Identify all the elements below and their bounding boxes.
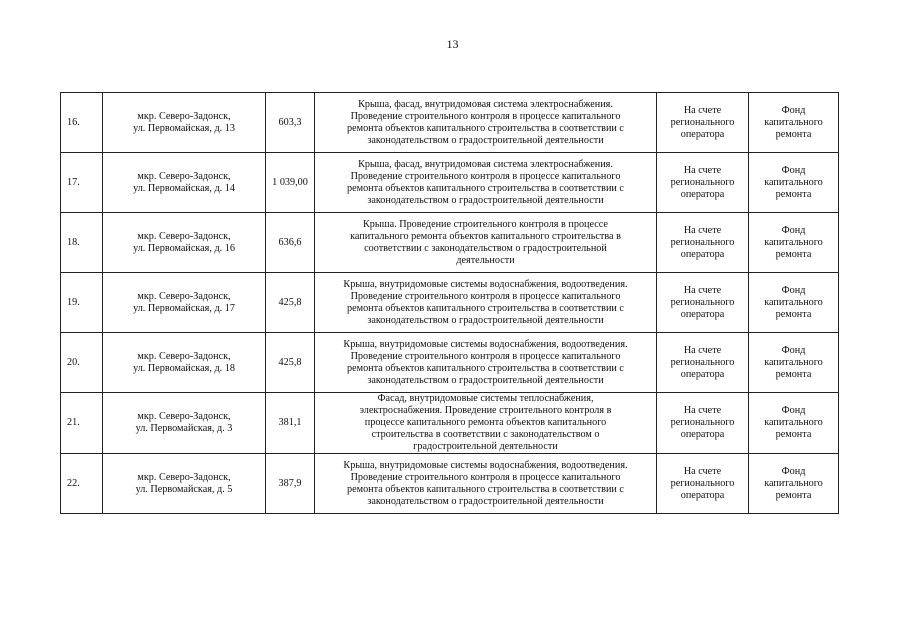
funding-source-line: ремонта — [775, 188, 812, 200]
funding-method-line: На счете — [683, 465, 722, 477]
address-line: мкр. Северо-Задонск, — [137, 290, 231, 302]
works-line: законодательством о градостроительной деятельности — [367, 495, 604, 507]
funding-source-line: ремонта — [775, 429, 812, 440]
address-cell — [103, 333, 266, 393]
funding-source-line: капитального — [764, 236, 823, 248]
address-cell — [103, 153, 266, 213]
works-line: процессе капитального ремонта объектов капитального — [364, 417, 607, 428]
row-number-cell: 16. — [61, 93, 103, 153]
works-line: законодательством о градостроительной деятельности — [367, 134, 604, 146]
funding-source-line: ремонта — [775, 368, 812, 380]
funding-method-line: регионального — [670, 356, 735, 368]
address-line: ул. Первомайская, д. 5 — [135, 483, 233, 495]
table-row — [61, 454, 839, 514]
funding-method-cell — [657, 393, 749, 454]
table-row — [61, 153, 839, 213]
address-line: ул. Первомайская, д. 18 — [133, 362, 235, 374]
address-line: мкр. Северо-Задонск, — [137, 170, 231, 182]
works-line: законодательством о градостроительной деятельности — [367, 194, 604, 206]
address-line: ул. Первомайская, д. 14 — [133, 182, 235, 194]
table-row — [61, 393, 839, 454]
funding-method-line: регионального — [670, 236, 735, 248]
works-line: деятельности — [456, 254, 515, 266]
funding-source-line: Фонд — [781, 344, 806, 356]
address-line: ул. Первомайская, д. 17 — [133, 302, 235, 314]
funding-method-cell — [657, 273, 749, 333]
funding-source-line: капитального — [764, 356, 823, 368]
works-description-cell — [315, 93, 657, 153]
funding-source-cell — [749, 153, 839, 213]
funding-source-line: капитального — [764, 296, 823, 308]
row-number-cell: 21. — [61, 393, 103, 454]
funding-source-line: Фонд — [781, 164, 806, 176]
funding-source-line: ремонта — [775, 489, 812, 501]
works-line: ремонта объектов капитального строительства в соответствии с — [347, 483, 624, 495]
address-line: мкр. Северо-Задонск, — [137, 471, 231, 483]
works-line: Крыша, фасад, внутридомовая система электроснабжения. — [358, 98, 613, 110]
funding-source-line: Фонд — [781, 405, 806, 416]
works-line: законодательством о градостроительной деятельности — [367, 314, 604, 326]
row-number-cell: 17. — [61, 153, 103, 213]
funding-method-line: регионального — [670, 116, 735, 128]
works-line: Крыша. Проведение строительного контроля в процессе — [363, 218, 608, 230]
row-number-cell: 19. — [61, 273, 103, 333]
repair-program-table — [60, 92, 839, 514]
funding-method-line: регионального — [670, 477, 735, 489]
funding-method-line: На счете — [683, 344, 722, 356]
table-row — [61, 273, 839, 333]
works-description-cell — [315, 213, 657, 273]
works-line: Проведение строительного контроля в процессе капитального — [350, 350, 621, 362]
works-line: ремонта объектов капитального строительства в соответствии с — [347, 122, 624, 134]
funding-method-cell — [657, 153, 749, 213]
address-line: мкр. Северо-Задонск, — [137, 230, 231, 242]
works-line: законодательством о градостроительной деятельности — [367, 374, 604, 386]
funding-method-line: оператора — [680, 429, 725, 440]
row-number-cell: 18. — [61, 213, 103, 273]
address-cell — [103, 213, 266, 273]
page-number: 13 — [446, 37, 459, 51]
funding-method-line: регионального — [670, 417, 735, 428]
address-line: ул. Первомайская, д. 16 — [133, 242, 235, 254]
funding-source-cell — [749, 454, 839, 514]
funding-method-line: На счете — [683, 405, 722, 416]
funding-source-line: ремонта — [775, 248, 812, 260]
address-line: ул. Первомайская, д. 3 — [135, 423, 233, 434]
address-line: мкр. Северо-Задонск, — [137, 411, 231, 422]
works-line: Крыша, фасад, внутридомовая система электроснабжения. — [358, 158, 613, 170]
address-cell — [103, 393, 266, 454]
table-row — [61, 213, 839, 273]
works-line: Проведение строительного контроля в процессе капитального — [350, 110, 621, 122]
area-cell: 381,1 — [266, 393, 315, 454]
works-description-cell — [315, 454, 657, 514]
funding-source-cell — [749, 273, 839, 333]
table-row — [61, 93, 839, 153]
works-description-cell — [315, 333, 657, 393]
works-line: Проведение строительного контроля в процессе капитального — [350, 290, 621, 302]
funding-method-line: регионального — [670, 176, 735, 188]
funding-method-cell — [657, 454, 749, 514]
works-description-cell — [315, 393, 657, 454]
works-description-cell — [315, 153, 657, 213]
works-line: электроснабжения. Проведение строительного контроля в — [359, 405, 612, 416]
works-line: градостроительной деятельности — [413, 441, 558, 452]
works-line: ремонта объектов капитального строительства в соответствии с — [347, 362, 624, 374]
works-line: Проведение строительного контроля в процессе капитального — [350, 170, 621, 182]
area-cell: 425,8 — [266, 333, 315, 393]
funding-method-line: оператора — [680, 489, 725, 501]
funding-source-line: Фонд — [781, 284, 806, 296]
funding-method-line: оператора — [680, 248, 725, 260]
funding-source-line: Фонд — [781, 104, 806, 116]
funding-source-line: капитального — [764, 417, 823, 428]
funding-source-cell — [749, 393, 839, 454]
funding-method-line: регионального — [670, 296, 735, 308]
funding-source-line: капитального — [764, 176, 823, 188]
funding-source-line: капитального — [764, 116, 823, 128]
works-line: Крыша, внутридомовые системы водоснабжения, водоотведения. — [343, 338, 628, 350]
funding-method-line: оператора — [680, 308, 725, 320]
works-line: Крыша, внутридомовые системы водоснабжения, водоотведения. — [343, 459, 628, 471]
works-line: Фасад, внутридомовые системы теплоснабжения, — [377, 393, 594, 404]
address-line: мкр. Северо-Задонск, — [137, 110, 231, 122]
works-description-cell — [315, 273, 657, 333]
funding-method-cell — [657, 333, 749, 393]
works-line: Крыша, внутридомовые системы водоснабжения, водоотведения. — [343, 278, 628, 290]
funding-method-line: На счете — [683, 284, 722, 296]
funding-source-cell — [749, 333, 839, 393]
row-number-cell: 22. — [61, 454, 103, 514]
funding-source-line: ремонта — [775, 128, 812, 140]
area-cell: 636,6 — [266, 213, 315, 273]
funding-source-line: Фонд — [781, 465, 806, 477]
works-line: строительства в соответствии с законодательством о — [371, 429, 600, 440]
works-line: ремонта объектов капитального строительства в соответствии с — [347, 302, 624, 314]
funding-source-line: ремонта — [775, 308, 812, 320]
area-cell: 603,3 — [266, 93, 315, 153]
area-cell: 425,8 — [266, 273, 315, 333]
table-row — [61, 333, 839, 393]
address-cell — [103, 273, 266, 333]
row-number-cell: 20. — [61, 333, 103, 393]
funding-method-line: оператора — [680, 188, 725, 200]
table-body — [61, 93, 839, 514]
funding-source-cell — [749, 93, 839, 153]
works-line: Проведение строительного контроля в процессе капитального — [350, 471, 621, 483]
funding-method-line: На счете — [683, 224, 722, 236]
works-line: соответствии с законодательством о градостроительной — [364, 242, 607, 254]
funding-method-line: На счете — [683, 104, 722, 116]
funding-method-line: оператора — [680, 128, 725, 140]
funding-source-cell — [749, 213, 839, 273]
area-cell: 1 039,00 — [266, 153, 315, 213]
address-cell — [103, 93, 266, 153]
funding-method-cell — [657, 213, 749, 273]
address-cell — [103, 454, 266, 514]
funding-source-line: капитального — [764, 477, 823, 489]
area-cell: 387,9 — [266, 454, 315, 514]
funding-method-line: На счете — [683, 164, 722, 176]
funding-source-line: Фонд — [781, 224, 806, 236]
funding-method-line: оператора — [680, 368, 725, 380]
works-line: капитального ремонта объектов капитального строительства в — [350, 230, 621, 242]
funding-method-cell — [657, 93, 749, 153]
address-line: ул. Первомайская, д. 13 — [133, 122, 235, 134]
address-line: мкр. Северо-Задонск, — [137, 350, 231, 362]
works-line: ремонта объектов капитального строительства в соответствии с — [347, 182, 624, 194]
